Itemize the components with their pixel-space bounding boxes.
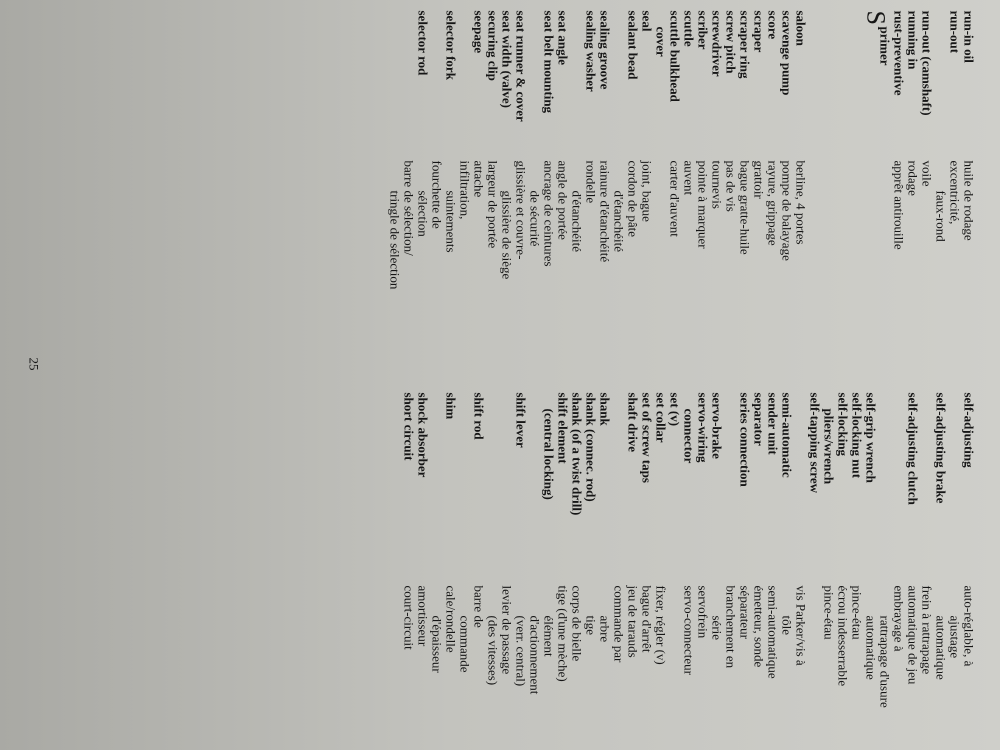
left-english-entry: scraper ring <box>737 10 753 79</box>
left-french-entry <box>864 161 878 290</box>
left-english-entry: run-out (camshaft) <box>919 10 935 116</box>
left-english-entry <box>528 11 542 122</box>
left-english-entry <box>836 11 850 122</box>
right-english-entry <box>486 393 500 516</box>
left-french-entry: ancrage de ceintures <box>541 160 557 267</box>
page-number: 25 <box>26 357 42 371</box>
right-english-entry: shank (connec. rod) <box>583 392 599 502</box>
left-french-entry: infiltration, <box>457 160 473 220</box>
right-english-entry <box>892 393 906 516</box>
left-french-entry: grattoir <box>751 160 767 199</box>
right-french-entry: d'actionnement <box>527 615 543 695</box>
left-french-entry: auvent <box>681 160 697 196</box>
right-french-entry: cale/rondelle <box>443 585 459 653</box>
right-english-entry: shank (of a twist drill) <box>569 392 585 516</box>
right-english-entry: shift element <box>555 392 571 464</box>
right-french-entry: ajustage <box>947 615 963 659</box>
right-english-entry: semi-automatic <box>779 392 795 478</box>
left-french-entry: rondelle <box>583 160 599 204</box>
left-french-entry: carter d'auvent <box>667 160 683 237</box>
right-column-english <box>402 393 976 516</box>
right-english-entry <box>724 393 738 516</box>
right-english-entry: set of screw taps <box>639 392 655 483</box>
right-french-entry: commande <box>457 615 473 673</box>
right-english-entry: set collar <box>653 392 669 443</box>
right-french-entry: tige (d'une mèche) <box>555 585 571 682</box>
right-english-entry: self-adjusting <box>961 392 977 468</box>
right-english-entry: sender unit <box>765 392 781 455</box>
left-french-entry: largeur de portée <box>485 160 501 249</box>
left-french-entry <box>836 161 850 290</box>
left-english-entry: seat runner & cover <box>513 10 529 122</box>
right-french-entry: jeu de tarauds <box>625 585 641 658</box>
left-english-entry <box>822 11 836 122</box>
right-english-entry: shank <box>597 392 613 426</box>
left-english-entry: scuttle <box>681 10 697 47</box>
dictionary-page <box>26 3 976 748</box>
left-english-entry: seat angle <box>555 10 571 66</box>
right-english-entry: separator <box>751 392 767 446</box>
left-column-english <box>416 11 976 122</box>
right-english-entry: shift rod <box>471 392 487 440</box>
left-english-entry: screw pitch <box>723 10 739 74</box>
left-french-entry: tournevis <box>709 160 725 209</box>
right-english-entry: self-locking <box>835 392 851 457</box>
left-french-entry: attache <box>471 160 487 198</box>
left-french-entry: suintements <box>443 190 459 253</box>
right-english-entry: servo-wiring <box>695 392 711 463</box>
right-french-entry: tôle <box>779 615 795 635</box>
left-english-entry: cover <box>653 26 669 57</box>
right-english-entry: self-tapping screw <box>807 392 823 494</box>
left-french-entry <box>808 161 822 290</box>
right-french-entry: bague d'arrêt <box>639 585 655 653</box>
left-french-entry: fourchette de <box>429 160 445 229</box>
left-column-french <box>388 161 976 290</box>
left-french-entry: glissière de siège <box>499 190 515 280</box>
left-english-entry <box>808 11 822 122</box>
left-french-entry: cordon de pâte <box>625 160 641 238</box>
right-french-entry: (des vitesses) <box>485 615 501 686</box>
left-french-entry: barre de sélection/ <box>401 160 417 256</box>
left-english-entry: seal <box>639 10 655 32</box>
left-english-entry: run-out <box>947 10 963 54</box>
left-english-entry <box>864 11 878 122</box>
left-french-entry: pas de vis <box>723 160 739 212</box>
right-french-entry: amortisseur <box>415 585 431 647</box>
right-english-entry: servo-brake <box>709 392 725 459</box>
left-english-entry: securing clip <box>485 10 501 81</box>
left-english-entry: seepage <box>471 10 487 54</box>
left-french-entry <box>850 161 864 290</box>
right-english-entry <box>948 393 962 516</box>
right-english-entry <box>794 393 808 516</box>
left-english-entry: scuttle bulkhead <box>667 10 683 102</box>
right-english-entry <box>458 393 472 516</box>
right-french-entry: semi-automatique <box>765 585 781 679</box>
right-column-french <box>402 586 976 708</box>
right-english-entry: series connection <box>737 392 753 487</box>
right-french-entry: rattrapage d'usure <box>877 615 893 708</box>
right-english-entry: short circuit <box>401 392 417 461</box>
right-french-entry: émetteur, sonde <box>751 585 767 668</box>
right-english-entry: self-adjusting clutch <box>905 392 921 505</box>
right-french-entry: servofrein <box>695 585 711 639</box>
left-french-entry: voile <box>919 160 935 187</box>
right-french-entry: élément <box>541 615 557 657</box>
right-english-entry <box>612 393 626 516</box>
left-french-entry: joint, bague <box>639 160 655 222</box>
right-french-entry <box>808 586 822 708</box>
left-english-entry: sealing washer <box>583 10 599 92</box>
left-english-entry: rust-preventive <box>891 10 907 96</box>
right-french-entry: d'épaisseur <box>429 615 445 673</box>
right-french-entry: branchement en <box>723 585 739 669</box>
right-english-entry: self-grip wrench <box>863 392 879 483</box>
right-french-entry: frein à rattrapage <box>919 585 935 675</box>
right-french-entry: commande par <box>611 585 627 663</box>
right-french-entry: barre de <box>471 585 487 628</box>
left-french-entry <box>878 161 892 290</box>
right-french-entry <box>668 586 682 708</box>
right-english-entry <box>878 393 892 516</box>
right-english-entry: self-locking nut <box>849 392 865 479</box>
left-english-entry: selector fork <box>443 10 459 80</box>
right-english-entry <box>920 393 934 516</box>
left-english-entry: run-in oil <box>961 10 977 63</box>
right-french-entry: (verr. central) <box>513 615 529 687</box>
left-english-entry: saloon <box>793 10 809 46</box>
left-english-entry: scavenge pump <box>779 10 795 96</box>
right-english-entry: (central locking) <box>541 408 557 500</box>
left-french-entry: excentricité, <box>947 160 963 225</box>
right-french-entry: pince-étau <box>849 585 865 640</box>
left-english-entry: seat width (valve) <box>499 10 515 108</box>
right-french-entry: fixer, régler (v) <box>653 585 669 665</box>
right-english-entry <box>528 393 542 516</box>
left-french-entry: bague gratte-huile <box>737 160 753 255</box>
left-french-entry <box>654 161 668 290</box>
right-french-entry: série <box>709 615 725 641</box>
right-english-entry: shim <box>443 392 459 420</box>
left-french-entry: de sécurité <box>527 190 543 247</box>
right-french-entry: arbre <box>597 615 613 643</box>
right-english-entry: self-adjusting brake <box>933 392 949 504</box>
left-french-entry: pointe à marquer <box>695 160 711 249</box>
right-french-entry: tige <box>583 615 599 635</box>
left-french-entry <box>822 161 836 290</box>
left-english-entry <box>570 11 584 122</box>
left-french-entry: huile de rodage <box>961 160 977 241</box>
right-french-entry: corps de bielle <box>569 585 585 662</box>
right-french-entry: court-circuit <box>401 585 417 650</box>
left-french-entry: sélection <box>415 190 431 237</box>
right-french-entry: pince-étau <box>821 585 837 640</box>
left-english-entry: score <box>765 10 781 40</box>
right-french-entry: automatique <box>863 615 879 680</box>
right-english-entry: shock absorber <box>415 392 431 478</box>
left-english-entry: screwdriver <box>709 10 725 77</box>
left-french-entry: d'étanchéité <box>569 190 585 253</box>
left-french-entry: apprêt antirouille <box>891 160 907 250</box>
right-french-entry: écrou indesserrable <box>835 585 851 687</box>
left-french-entry: d'étanchéité <box>611 190 627 253</box>
right-english-entry <box>430 393 444 516</box>
left-english-entry: sealant bead <box>625 10 641 80</box>
right-french-entry: embrayage à <box>891 585 907 652</box>
left-english-entry: primer <box>877 26 893 66</box>
right-french-entry: servo-connecteur <box>681 585 697 676</box>
section-letter: S <box>861 10 891 25</box>
left-french-entry: berline, 4 portes <box>793 160 809 245</box>
left-english-entry <box>612 11 626 122</box>
right-english-entry: shift lever <box>513 392 529 448</box>
left-french-entry: glissière et couvre- <box>513 160 529 260</box>
right-english-entry: shaft drive <box>625 392 641 453</box>
right-english-entry: pliers/wrench <box>821 408 837 485</box>
left-english-entry: seat belt mounting <box>541 10 557 114</box>
right-english-entry: connector <box>681 408 697 464</box>
left-french-entry: rayure, grippage <box>765 160 781 246</box>
right-french-entry: séparateur <box>737 585 753 639</box>
left-english-entry: running in <box>905 10 921 70</box>
right-french-entry: automatique <box>933 615 949 680</box>
right-french-entry: auto-réglable, à <box>961 585 977 667</box>
left-english-entry <box>934 11 948 122</box>
left-english-entry: scraper <box>751 10 767 53</box>
left-french-entry: angle de portée <box>555 160 571 240</box>
left-french-entry: rainure d'étanchéité <box>597 160 613 263</box>
right-english-entry <box>500 393 514 516</box>
right-english-entry: set (v) <box>667 392 683 427</box>
left-french-entry: faux-rond <box>933 190 949 242</box>
left-english-entry <box>430 11 444 122</box>
right-french-entry: vis Parker/vis à <box>793 585 809 666</box>
left-english-entry: scriber <box>695 10 711 50</box>
right-french-entry: levier de passage <box>499 585 515 675</box>
left-english-entry <box>850 11 864 122</box>
left-english-entry: sealing groove <box>597 10 613 90</box>
left-french-entry: tringle de sélection <box>387 190 403 290</box>
left-english-entry: selector rod <box>415 10 431 76</box>
left-english-entry <box>458 11 472 122</box>
left-french-entry: rodage <box>905 160 921 196</box>
left-french-entry: pompe de balayage <box>779 160 795 261</box>
right-french-entry: automatique de jeu <box>905 585 921 685</box>
